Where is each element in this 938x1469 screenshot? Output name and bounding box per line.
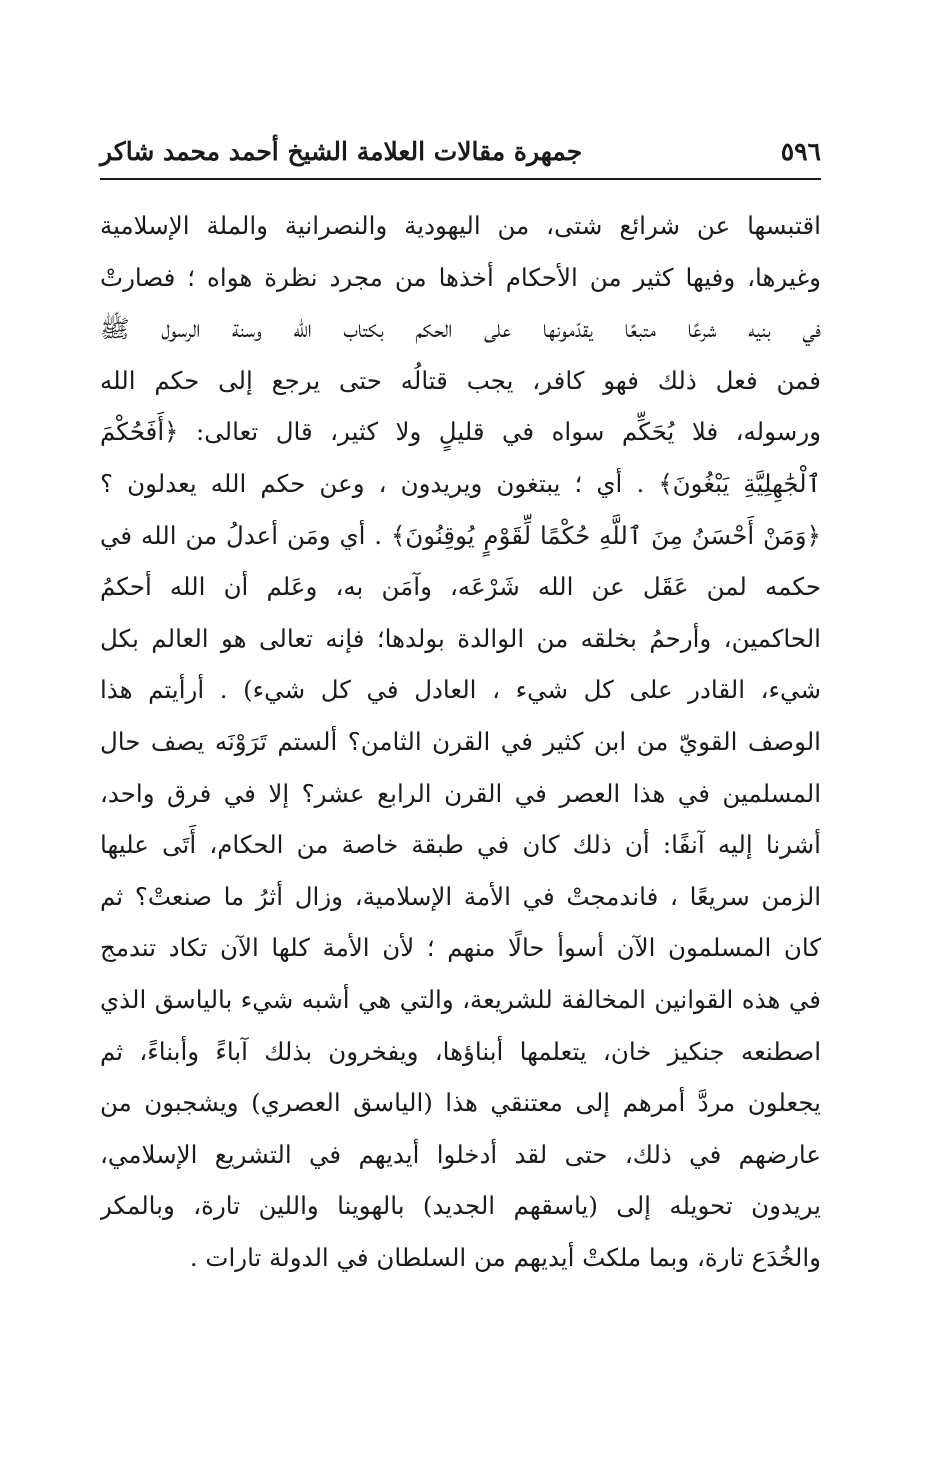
text-line: فمن فعل ذلك فهو كافر، يجب قتالُه حتى يرجع إلى حكم الله (100, 365, 821, 395)
text-line: والخُدَع تارة، وبما ملكتْ أيديهم من السلطان في الدولة تارات . (189, 1242, 821, 1272)
text-line: المسلمين في هذا العصر في القرن الرابع عشر؟ إلا في فرق واحد، (100, 778, 821, 808)
text-line: أشرنا إليه آنفًا: أن ذلك كان في طبقة خاصة من الحكام، أَتَى عليها (100, 830, 821, 860)
text-line: يجعلون مردَّ أمرهم إلى معتنقي هذا (الياسق العصري) ويشجبون من (100, 1088, 821, 1118)
text-line: عارضهم في ذلك، حتى لقد أدخلوا أيديهم في التشريع الإسلامي، (100, 1139, 821, 1169)
text-line: ورسوله، فلا يُحَكِّم سواه في قليلٍ ولا كثير، قال تعالى: ﴿أَفَحُكْمَ (100, 417, 821, 447)
text-line: في هذه القوانين المخالفة للشريعة، والتي هي أشبه شيء بالياسق الذي (100, 984, 821, 1014)
text-line: يريدون تحويله إلى (ياسقهم الجديد) بالهوينا واللين تارة، وبالمكر (100, 1191, 821, 1221)
text-line: في بنيه شرعًا متبعًا يقدّمونها على الحكم بكتاب الله وسنة الرسول ﷺ (100, 314, 821, 344)
text-line: كان المسلمون الآن أسوأ حالًا منهم ؛ لأن الأمة كلها الآن تكاد تندمج (100, 933, 821, 963)
header-rule (100, 178, 821, 180)
text-line: ﴿وَمَنْ أَحْسَنُ مِنَ ٱللَّهِ حُكْمًا لِّقَوْمٍ يُوقِنُونَ﴾ . أي ومَن أعدلُ من الله في (100, 520, 821, 550)
page-number: ٥٩٦ (780, 136, 821, 166)
running-title: جمهرة مقالات العلامة الشيخ أحمد محمد شاكر (100, 136, 583, 166)
text-line: شيء، القادر على كل شيء ، العادل في كل شيء) . أرأيتم هذا (100, 675, 821, 705)
text-line: حكمه لمن عَقَل عن الله شَرْعَه، وآمَن به، وعَلم أن الله أحكمُ (100, 572, 821, 602)
text-line: الوصف القويّ من ابن كثير في القرن الثامن؟ ألستم تَرَوْنَه يصف حال (100, 726, 821, 756)
text-line: اقتبسها عن شرائع شتى، من اليهودية والنصرانية والملة الإسلامية (100, 211, 821, 240)
text-line: ٱلْجَٰهِلِيَّةِ يَبْغُونَ﴾ . أي ؛ يبتغون ويريدون ، وعن حكم الله يعدلون ؟ (100, 468, 821, 498)
text-line: الزمن سريعًا ، فاندمجتْ في الأمة الإسلامية، وزال أثرُ ما صنعتْ؟ ثم (100, 881, 821, 911)
body-text (100, 200, 821, 1283)
text-line: الحاكمين، وأرحمُ بخلقه من الوالدة بولدها؛ فإنه تعالى هو العالم بكل (100, 623, 821, 653)
text-line: وغيرها، وفيها كثير من الأحكام أخذها من مجرد نظرة هواه ؛ فصارتْ (100, 262, 821, 292)
text-line: اصطنعه جنكيز خان، يتعلمها أبناؤها، ويفخرون بذلك آباءً وأبناءً، ثم (100, 1036, 821, 1066)
running-header (100, 128, 821, 174)
